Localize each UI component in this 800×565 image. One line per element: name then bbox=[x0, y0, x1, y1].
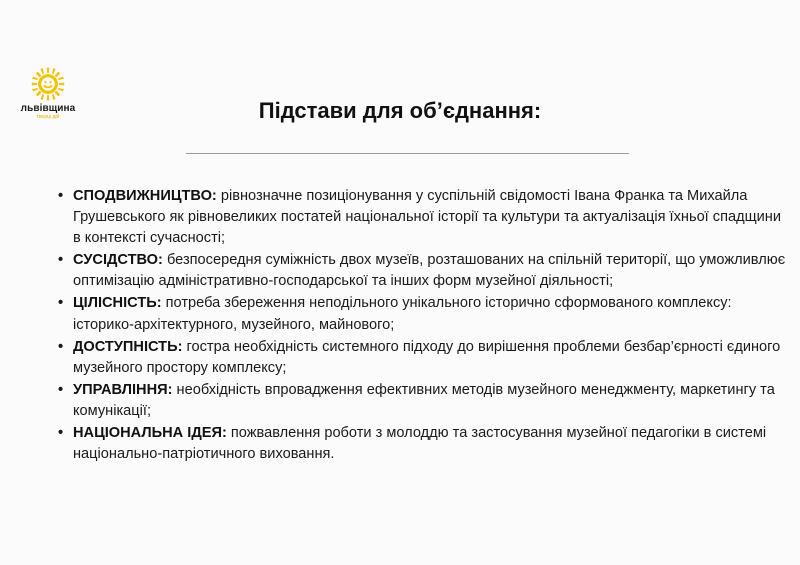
bullet: • bbox=[58, 188, 64, 204]
list-item bbox=[56, 293, 791, 335]
list-item bbox=[56, 423, 791, 465]
item-term: НАЦІОНАЛЬНА ІДЕЯ: bbox=[73, 425, 227, 442]
bullet: • bbox=[58, 381, 64, 398]
reasons-list bbox=[56, 186, 791, 466]
item-text: рівнозначне позиціонування у суспільній свідомості Івана Франка та Михайла Грушевського як рівновеликих постатей національної історії та культури та актуалізація їхньої спадщини в контексті сучасності; bbox=[73, 188, 781, 247]
bullet: • bbox=[58, 295, 64, 312]
item-text: гостра необхідність системного підходу до вирішення проблеми безбар’єрності єдиного музейного простору комплексу; bbox=[73, 338, 781, 376]
logo-name: львівщина bbox=[20, 103, 76, 114]
item-text: безпосередня суміжність двох музеїв, розташованих на спільній території, що уможливлює оптимізацію адміністративно-господарської та інших форм музейної діяльності; bbox=[73, 252, 786, 290]
item-term: СУСІДСТВО: bbox=[73, 252, 163, 269]
item-text: необхідність впровадження ефективних методів музейного менеджменту, маркетингу та комунікації; bbox=[73, 381, 775, 419]
title-divider bbox=[186, 153, 629, 154]
item-term: ЦІЛІСНІСТЬ: bbox=[73, 295, 162, 312]
page-title: Підстави для об’єднання: bbox=[258, 98, 542, 123]
item-term: ДОСТУПНІСТЬ: bbox=[73, 338, 183, 355]
item-term: СПОДВИЖНИЦТВО: bbox=[73, 188, 217, 204]
item-term: УПРАВЛІННЯ: bbox=[73, 381, 173, 398]
bullet: • bbox=[58, 425, 64, 442]
bullet: • bbox=[58, 338, 64, 355]
logo-subtitle: творці дій bbox=[36, 114, 60, 120]
list-item bbox=[56, 250, 791, 292]
list-item bbox=[56, 186, 791, 249]
list-item bbox=[56, 337, 791, 379]
list-item bbox=[56, 380, 791, 422]
item-text: потреба збереження неподільного унікального історично сформованого комплексу: історико-архітектурного, музейного, майнового; bbox=[73, 295, 732, 333]
bullet: • bbox=[58, 252, 64, 269]
sun-icon bbox=[30, 66, 66, 102]
item-text: пожвавлення роботи з молоддю та застосування музейної педагогіки в системі національно-патріотичного виховання. bbox=[73, 425, 767, 463]
